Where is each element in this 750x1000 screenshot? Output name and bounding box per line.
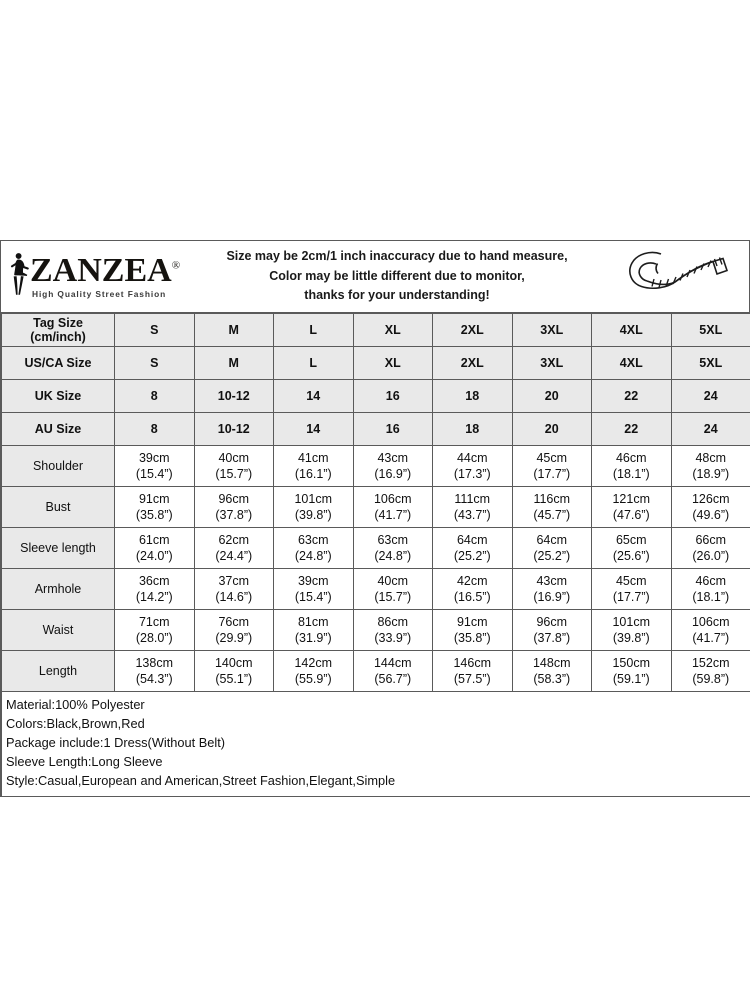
cell-sleeve-length-xl: 63cm (24.8”): [353, 528, 433, 569]
table-row-waist: [2, 610, 750, 651]
cell-sleeve-length-2xl: 64cm (25.2”): [433, 528, 513, 569]
cell-uk-4xl: 22: [592, 380, 672, 413]
size-chart: [0, 240, 750, 797]
cell-tag-size-4xl: 4XL: [592, 314, 672, 347]
cell-waist-s: 71cm (28.0”): [115, 610, 195, 651]
cell-au-5xl: 24: [671, 413, 750, 446]
cell-shoulder-3xl: 45cm (17.7”): [512, 446, 592, 487]
cell-bust-xl: 106cm (41.7”): [353, 487, 433, 528]
cell-tag-size-s: S: [115, 314, 195, 347]
cell-waist-5xl: 106cm (41.7”): [671, 610, 750, 651]
cell-au-s: 8: [115, 413, 195, 446]
cell-au-4xl: 22: [592, 413, 672, 446]
cell-length-l: 142cm (55.9”): [274, 651, 354, 692]
cell-armhole-l: 39cm (15.4”): [274, 569, 354, 610]
cell-tag-size-3xl: 3XL: [512, 314, 592, 347]
table-row-armhole: [2, 569, 750, 610]
cell-waist-xl: 86cm (33.9”): [353, 610, 433, 651]
brand-name: ZANZEA®: [30, 252, 181, 290]
cell-au-m: 10-12: [194, 413, 274, 446]
table-row-length: [2, 651, 750, 692]
row-label-tag-size: Tag Size (cm/inch): [2, 314, 115, 347]
cell-uk-m: 10-12: [194, 380, 274, 413]
table-row-shoulder: [2, 446, 750, 487]
cell-tag-size-xl: XL: [353, 314, 433, 347]
row-label-waist: Waist: [2, 610, 115, 651]
cell-sleeve-length-4xl: 65cm (25.6”): [592, 528, 672, 569]
cell-sleeve-length-l: 63cm (24.8”): [274, 528, 354, 569]
cell-waist-3xl: 96cm (37.8”): [512, 610, 592, 651]
notice-line-3: thanks for your understanding!: [304, 288, 490, 303]
row-label-us-ca-size: US/CA Size: [2, 347, 115, 380]
brand-tagline: High Quality Street Fashion: [32, 289, 167, 300]
cell-tag-size-5xl: 5XL: [671, 314, 750, 347]
brand-logo: [1, 251, 181, 302]
cell-uk-5xl: 24: [671, 380, 750, 413]
cell-waist-4xl: 101cm (39.8”): [592, 610, 672, 651]
table-row-sleeve-length: [2, 528, 750, 569]
cell-armhole-4xl: 45cm (17.7”): [592, 569, 672, 610]
cell-bust-2xl: 111cm (43.7”): [433, 487, 513, 528]
cell-sleeve-length-3xl: 64cm (25.2”): [512, 528, 592, 569]
cell-us-ca-5xl: 5XL: [671, 347, 750, 380]
cell-uk-l: 14: [274, 380, 354, 413]
note-colors: Colors:Black,Brown,Red: [6, 715, 145, 731]
woman-silhouette-icon: [7, 251, 31, 302]
cell-tag-size-m: M: [194, 314, 274, 347]
cell-sleeve-length-s: 61cm (24.0”): [115, 528, 195, 569]
cell-shoulder-xl: 43cm (16.9”): [353, 446, 433, 487]
note-style: Style:Casual,European and American,Street Fashion,Elegant,Simple: [6, 772, 396, 788]
cell-bust-5xl: 126cm (49.6”): [671, 487, 750, 528]
note-package-include: Package include:1 Dress(Without Belt): [6, 734, 226, 750]
cell-bust-s: 91cm (35.8”): [115, 487, 195, 528]
table-row-us-ca-size: [2, 347, 750, 380]
measuring-tape-illustration: [609, 244, 749, 309]
cell-us-ca-m: M: [194, 347, 274, 380]
cell-waist-m: 76cm (29.9”): [194, 610, 274, 651]
cell-au-3xl: 20: [512, 413, 592, 446]
notice-line-2: Color may be little different due to monitor,: [269, 268, 525, 283]
product-details-notes: [1, 692, 750, 797]
row-label-armhole: Armhole: [2, 569, 115, 610]
cell-length-2xl: 146cm (57.5”): [433, 651, 513, 692]
cell-length-xl: 144cm (56.7”): [353, 651, 433, 692]
row-label-uk-size: UK Size: [2, 380, 115, 413]
row-label-sleeve-length: Sleeve length: [2, 528, 115, 569]
cell-shoulder-2xl: 44cm (17.3”): [433, 446, 513, 487]
cell-uk-s: 8: [115, 380, 195, 413]
notice-line-1: Size may be 2cm/1 inch inaccuracy due to hand measure,: [226, 249, 568, 264]
cell-armhole-xl: 40cm (15.7”): [353, 569, 433, 610]
measurements-table: [1, 313, 750, 692]
registered-mark: ®: [171, 259, 181, 272]
cell-shoulder-4xl: 46cm (18.1”): [592, 446, 672, 487]
cell-us-ca-xl: XL: [353, 347, 433, 380]
row-label-length: Length: [2, 651, 115, 692]
cell-bust-4xl: 121cm (47.6”): [592, 487, 672, 528]
cell-au-2xl: 18: [433, 413, 513, 446]
note-sleeve-length: Sleeve Length:Long Sleeve: [6, 753, 163, 769]
cell-tag-size-2xl: 2XL: [433, 314, 513, 347]
cell-shoulder-5xl: 48cm (18.9”): [671, 446, 750, 487]
cell-au-l: 14: [274, 413, 354, 446]
table-row-bust: [2, 487, 750, 528]
cell-armhole-3xl: 43cm (16.9”): [512, 569, 592, 610]
cell-length-s: 138cm (54.3”): [115, 651, 195, 692]
measurement-notice: [171, 247, 609, 305]
cell-bust-l: 101cm (39.8”): [274, 487, 354, 528]
note-material: Material:100% Polyester: [6, 697, 145, 712]
cell-length-3xl: 148cm (58.3”): [512, 651, 592, 692]
cell-armhole-m: 37cm (14.6”): [194, 569, 274, 610]
cell-shoulder-s: 39cm (15.4”): [115, 446, 195, 487]
cell-tag-size-l: L: [274, 314, 354, 347]
cell-shoulder-m: 40cm (15.7”): [194, 446, 274, 487]
cell-armhole-5xl: 46cm (18.1”): [671, 569, 750, 610]
cell-us-ca-l: L: [274, 347, 354, 380]
cell-armhole-2xl: 42cm (16.5”): [433, 569, 513, 610]
table-row-tag-size: [2, 314, 750, 347]
cell-sleeve-length-5xl: 66cm (26.0”): [671, 528, 750, 569]
cell-us-ca-3xl: 3XL: [512, 347, 592, 380]
cell-au-xl: 16: [353, 413, 433, 446]
measuring-tape-icon: [621, 244, 737, 309]
cell-length-5xl: 152cm (59.8”): [671, 651, 750, 692]
row-label-shoulder: Shoulder: [2, 446, 115, 487]
cell-us-ca-4xl: 4XL: [592, 347, 672, 380]
cell-us-ca-2xl: 2XL: [433, 347, 513, 380]
brand-notice-band: [1, 241, 749, 313]
table-row-au-size: [2, 413, 750, 446]
cell-sleeve-length-m: 62cm (24.4”): [194, 528, 274, 569]
cell-waist-2xl: 91cm (35.8”): [433, 610, 513, 651]
cell-armhole-s: 36cm (14.2”): [115, 569, 195, 610]
cell-uk-3xl: 20: [512, 380, 592, 413]
cell-waist-l: 81cm (31.9”): [274, 610, 354, 651]
cell-bust-3xl: 116cm (45.7”): [512, 487, 592, 528]
cell-length-4xl: 150cm (59.1”): [592, 651, 672, 692]
cell-shoulder-l: 41cm (16.1”): [274, 446, 354, 487]
cell-uk-xl: 16: [353, 380, 433, 413]
table-row-uk-size: [2, 380, 750, 413]
cell-length-m: 140cm (55.1”): [194, 651, 274, 692]
cell-bust-m: 96cm (37.8”): [194, 487, 274, 528]
cell-us-ca-s: S: [115, 347, 195, 380]
row-label-au-size: AU Size: [2, 413, 115, 446]
row-label-bust: Bust: [2, 487, 115, 528]
cell-uk-2xl: 18: [433, 380, 513, 413]
